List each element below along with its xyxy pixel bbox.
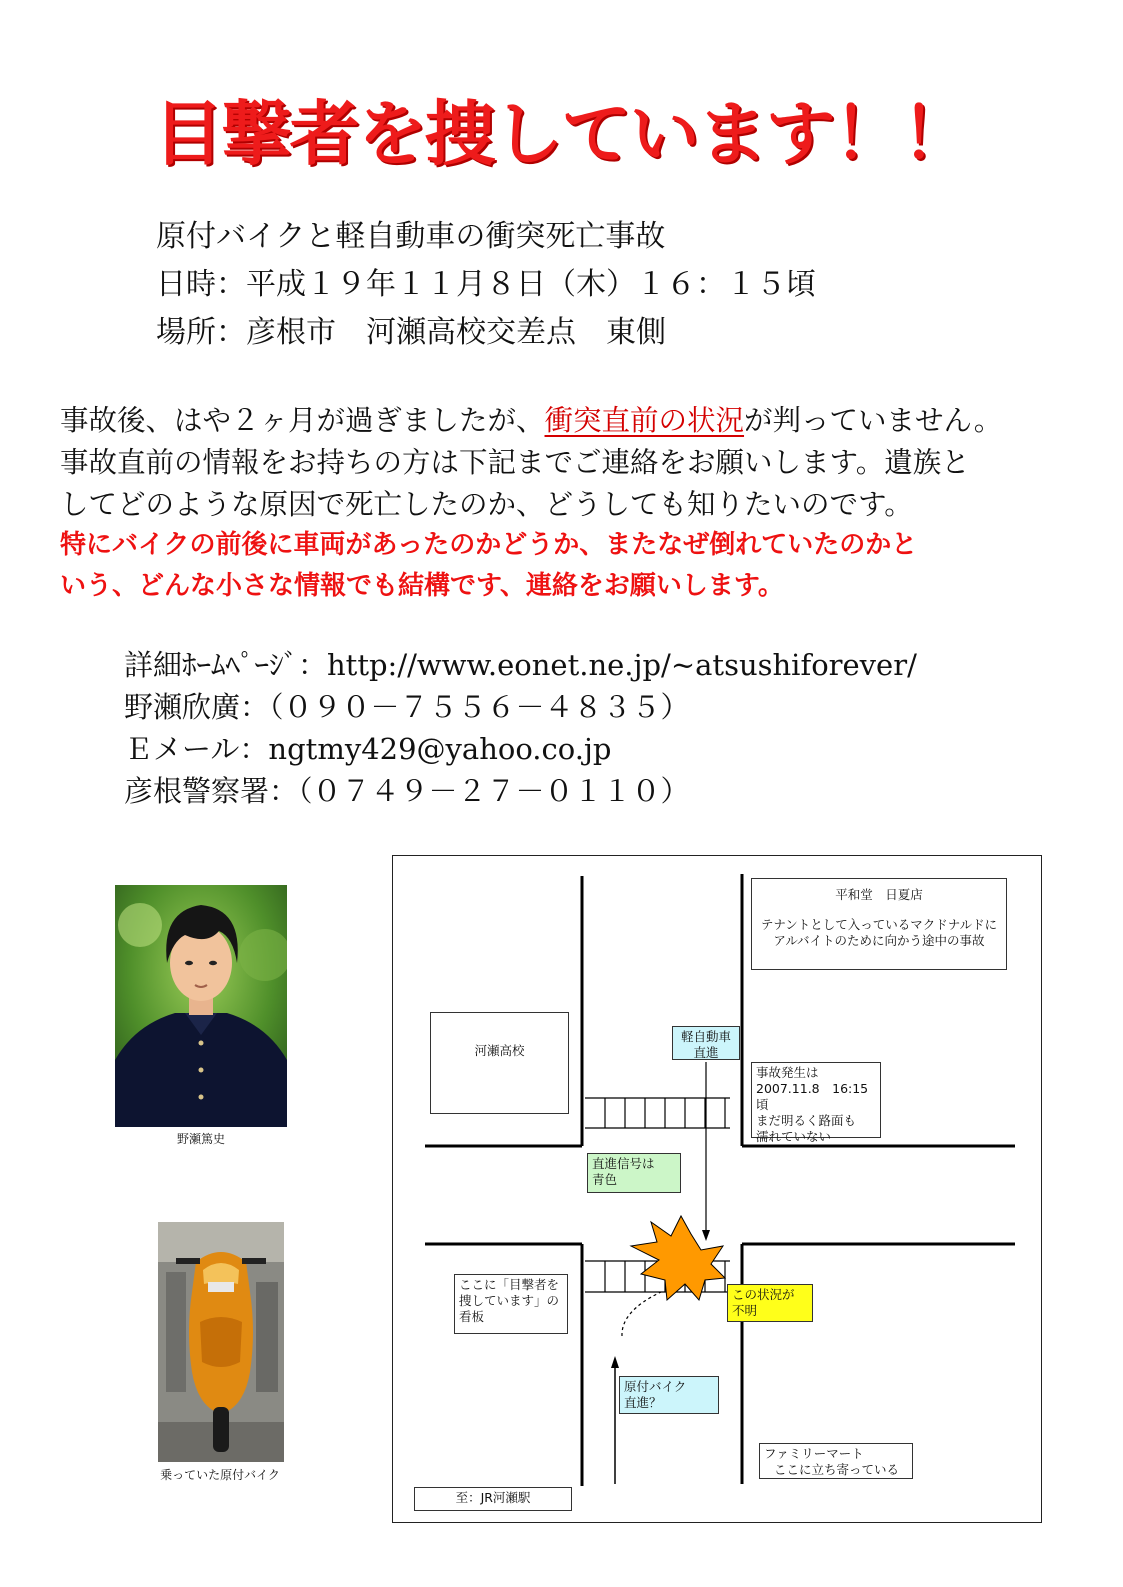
bike-label <box>619 1376 719 1414</box>
message-line-2: 事故直前の情報をお持ちの方は下記までご連絡をお願いします。遺族と <box>60 446 970 479</box>
message-line-1-end: が判っていません。 <box>744 404 1003 437</box>
homepage-link[interactable]: 詳細ﾎｰﾑﾍﾟｰｼﾞ：http://www.eonet.ne.jp/~atsushiforever/ <box>124 648 917 682</box>
school-label: 河瀬高校 <box>430 1012 569 1114</box>
heiwado-label <box>751 878 1007 970</box>
signal-label-1: 直進信号は <box>592 1156 655 1171</box>
message-line-1 <box>60 405 1070 437</box>
incident-location: 場所：彦根市 河瀬高校交差点 東側 <box>156 315 666 350</box>
red-message-line-2: いう、どんな小さな情報でも結構です、連絡をお願いします。 <box>60 571 784 601</box>
victim-name-caption: 野瀬篤史 <box>176 1132 225 1146</box>
familymart-label <box>759 1443 913 1479</box>
sign-label <box>454 1274 568 1334</box>
heiwado-title: 平和堂 日夏店 <box>835 887 923 902</box>
familymart-label-2: ここに立ち寄っている <box>774 1462 900 1477</box>
car-label-1: 軽自動車 <box>680 1029 731 1044</box>
time-label-3: まだ明るく路面も <box>756 1113 857 1128</box>
car-label-2: 直進 <box>693 1045 719 1060</box>
message-line-1-start: 事故後、はや２ヶ月が過ぎましたが、 <box>60 404 545 437</box>
highlight-situation: 衝突直前の状況 <box>544 404 745 437</box>
sign-label-2: 捜しています」の <box>459 1293 560 1308</box>
scooter-photo <box>158 1222 284 1462</box>
red-message-line-1: 特にバイクの前後に車両があったのかどうか、またなぜ倒れていたのかと <box>60 530 918 560</box>
heiwado-note-2: アルバイトのために向かう途中の事故 <box>773 933 985 948</box>
unknown-situation-label <box>727 1284 813 1322</box>
contact-email[interactable]: Ｅメール：ngtmy429@yahoo.co.jp <box>124 732 612 766</box>
poster-title: 目撃者を捜しています！！ <box>153 93 970 175</box>
time-label-4: 濡れていない <box>756 1129 832 1144</box>
signal-label-2: 青色 <box>592 1172 618 1187</box>
station-label: 至：JR河瀬駅 <box>414 1487 572 1511</box>
signal-label <box>587 1153 681 1193</box>
heiwado-note-1: テナントとして入っているマクドナルドに <box>760 917 998 932</box>
incident-datetime: 日時：平成１９年１１月８日（木）１６：１５頃 <box>156 267 816 302</box>
victim-photo <box>115 885 287 1127</box>
bike-label-2: 直進？ <box>624 1395 662 1410</box>
sign-label-1: ここに「目撃者を <box>459 1277 560 1292</box>
incident-type: 原付バイクと軽自動車の衝突死亡事故 <box>156 219 666 254</box>
sign-label-3: 看板 <box>459 1309 485 1324</box>
police-phone: 彦根警察署：（０７４９－２７－０１１０） <box>124 774 690 808</box>
unknown-label-2: 不明 <box>732 1303 758 1318</box>
car-label <box>672 1026 740 1060</box>
time-label <box>751 1062 881 1144</box>
bike-label-1: 原付バイク <box>624 1379 687 1394</box>
contact-phone: 野瀬欣廣：（０９０－７５５６－４８３５） <box>124 690 690 724</box>
familymart-label-1: ファミリーマート <box>764 1446 864 1461</box>
time-label-2: 2007.11.8 16:15頃 <box>756 1081 869 1112</box>
unknown-label-1: この状況が <box>732 1287 795 1302</box>
accident-map <box>392 855 1042 1523</box>
message-line-3: してどのような原因で死亡したのか、どうしても知りたいのです。 <box>60 488 913 521</box>
scooter-caption: 乗っていた原付バイク <box>160 1468 280 1482</box>
time-label-1: 事故発生は <box>756 1065 819 1080</box>
